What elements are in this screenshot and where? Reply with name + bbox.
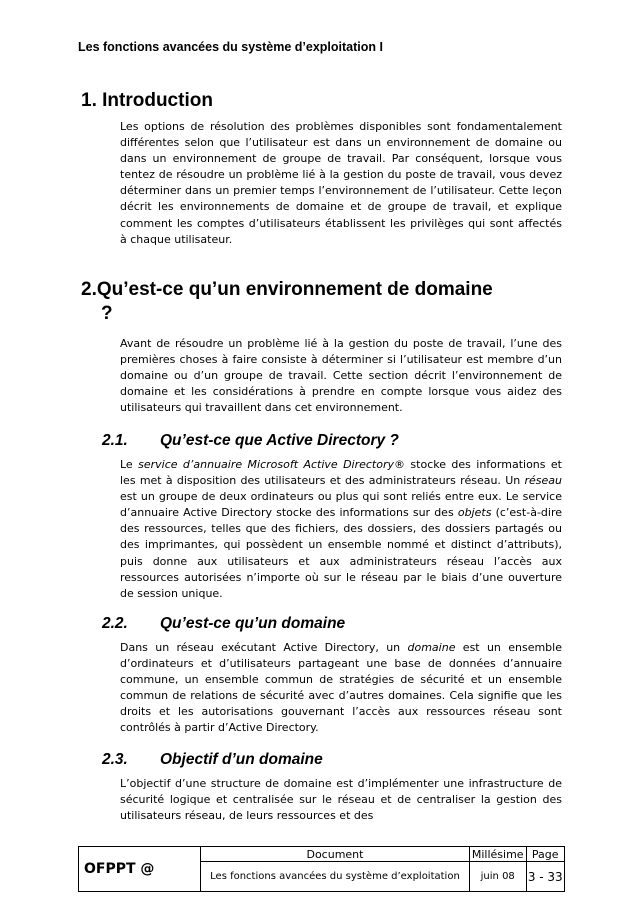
- section-title: Qu’est-ce qu’un domaine: [160, 615, 346, 632]
- footer-millesime-value: juin 08: [469, 862, 526, 892]
- paragraph-introduction: Les options de résolution des problèmes disponibles sont fondamentalement différentes selon que l’utilisateur est dans un environnement de domaine ou dans un environnement de groupe de travail. Par conséquent, lorsque vous tentez de résoudre un problème lié à la gestion du poste de travail, vous devez déterminer dans un premier temps l’environnement de l’utilisateur. Cette leçon décrit les environnements de domaine et de groupe de travail, et explique comment les comptes d’utilisateurs établissent les privilèges qui sont affectés à chaque utilisateur.: [120, 120, 562, 246]
- footer-page-value: 3 - 33: [526, 862, 565, 892]
- section-number: 2.1.: [102, 432, 128, 449]
- section-title: Qu’est-ce que Active Directory ?: [160, 432, 399, 449]
- paragraph-environnement-domaine: Avant de résoudre un problème lié à la gestion du poste de travail, l’une des premières choses à faire consiste à déterminer si l’utilisateur est membre d’un domaine ou d’un groupe de travail. Cette section décrit l’environnement de domaine et les considérations à prendre en compte lorsque vous aidez des utilisateurs qui travaillent dans cet environnement.: [120, 337, 562, 415]
- heading-qu-un-domaine: [102, 615, 345, 633]
- emphasis-service-annuaire: service d’annuaire Microsoft Active Directory: [138, 458, 395, 471]
- heading-objectif-domaine: [102, 751, 323, 769]
- footer-millesime-label: Millésime: [469, 847, 526, 862]
- section-number: 2.3.: [102, 751, 128, 768]
- footer-document-label: Document: [201, 847, 470, 862]
- emphasis-domaine: domaine: [407, 641, 456, 654]
- footer-organisation: OFPPT @: [79, 847, 201, 892]
- running-header: Les fonctions avancées du système d’exploitation I: [78, 40, 383, 54]
- section-number: 2.2.: [102, 615, 128, 632]
- heading-active-directory: [102, 432, 399, 450]
- paragraph-active-directory: Le service d’annuaire Microsoft Active Directory® stocke des informations et les met à disposition des utilisateurs et des administrateurs réseau. Un réseau est un groupe de deux ordinateurs ou plus qui sont reliés entre eux. Le service d’annuaire Active Directory stocke des informations sur des objets (c’est-à-dire des ressources, telles que des fichiers, des dossiers, des dossiers partagés ou des imprimantes, qui possèdent un ensemble nommé et distinct d’attributs), puis donne aux utilisateurs et aux administrateurs réseau l’accès aux ressources autorisées n’importe où sur le réseau par le biais d’une ouverture de session unique.: [120, 458, 562, 600]
- paragraph-objectif-domaine: L’objectif d’une structure de domaine est d’implémenter une infrastructure de sécurité logique et centralisée sur le réseau et de centraliser la gestion des utilisateurs réseau, de leurs ressources et des: [120, 777, 562, 823]
- heading-text: Qu’est-ce qu’un environnement de domaine: [96, 279, 493, 300]
- footer-page-label: Page: [526, 847, 565, 862]
- heading-introduction: 1. Introduction: [81, 90, 213, 111]
- section-title: Objectif d’un domaine: [160, 751, 323, 768]
- heading-environnement-domaine: [81, 278, 561, 326]
- emphasis-objets: objets: [457, 506, 492, 520]
- paragraph-qu-un-domaine: Dans un réseau exécutant Active Directory, un domaine est un ensemble d’ordinateurs et d’utilisateurs partageant une base de données d’annuaire commune, un ensemble commun de stratégies de sécurité et un ensemble commun de relations de sécurité avec d’autres domaines. Cela signifie que les droits et les autorisations gouvernant l’accès aux ressources réseau sont contrôlés à partir d’Active Directory.: [120, 641, 562, 735]
- emphasis-reseau: réseau: [524, 474, 562, 488]
- heading-question-mark: ?: [101, 303, 113, 324]
- page-footer: [78, 846, 565, 892]
- heading-number: 2.: [81, 279, 97, 300]
- footer-document-value: Les fonctions avancées du système d’exploitation: [201, 862, 470, 892]
